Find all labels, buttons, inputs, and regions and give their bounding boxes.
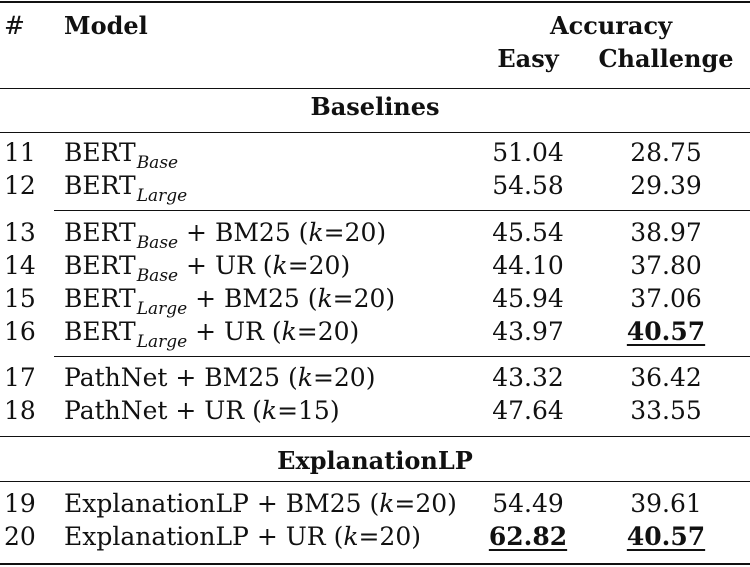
challenge-accuracy <box>596 250 736 282</box>
row-number: 20 <box>4 522 36 551</box>
k-value: =20) <box>287 251 351 280</box>
challenge-accuracy-value: 33.55 <box>630 396 702 425</box>
model-base-name: PathNet <box>64 396 168 425</box>
retriever-label: + UR ( <box>248 522 344 551</box>
easy-accuracy-value: 54.49 <box>492 489 564 518</box>
easy-accuracy-value: 51.04 <box>492 138 564 167</box>
easy-accuracy <box>488 362 568 394</box>
easy-accuracy <box>488 137 568 169</box>
challenge-accuracy-value: 38.97 <box>630 218 702 247</box>
row-number: 13 <box>4 218 36 247</box>
k-value: =20) <box>312 363 376 392</box>
easy-header: Easy <box>497 44 559 73</box>
model-name <box>64 362 375 394</box>
model-size-subscript: Large <box>136 299 188 319</box>
row-number: 16 <box>4 317 36 346</box>
challenge-accuracy <box>596 283 736 315</box>
k-symbol: k <box>379 489 395 518</box>
easy-accuracy <box>488 316 568 348</box>
easy-accuracy <box>488 488 568 520</box>
challenge-accuracy <box>596 170 736 202</box>
easy-accuracy <box>488 395 568 427</box>
accuracy-header: Accuracy <box>549 11 673 40</box>
challenge-accuracy <box>596 521 736 553</box>
retriever-label: + BM25 ( <box>178 218 309 247</box>
easy-accuracy-value: 62.82 <box>488 522 568 551</box>
hash-header: # <box>4 11 25 40</box>
challenge-accuracy-value: 37.80 <box>630 251 702 280</box>
challenge-accuracy <box>596 362 736 394</box>
header-rule <box>0 88 750 89</box>
bottom-rule <box>0 563 750 565</box>
model-base-name: BERT <box>64 171 136 200</box>
k-value: =15) <box>277 396 340 425</box>
challenge-accuracy <box>596 395 736 427</box>
model-base-name: ExplanationLP <box>64 489 249 518</box>
model-name <box>64 488 457 520</box>
k-symbol: k <box>272 251 288 280</box>
model-size-subscript: Large <box>136 186 188 206</box>
model-size-subscript: Base <box>136 153 179 173</box>
model-base-name: BERT <box>64 284 136 313</box>
challenge-accuracy-value: 36.42 <box>630 363 702 392</box>
k-symbol: k <box>317 284 333 313</box>
k-value: =20) <box>358 522 421 551</box>
challenge-accuracy-value: 40.57 <box>626 522 706 551</box>
model-size-subscript: Base <box>136 233 179 253</box>
group-rule-2 <box>54 356 750 357</box>
k-symbol: k <box>343 522 359 551</box>
k-symbol: k <box>261 396 278 425</box>
easy-accuracy-value: 45.94 <box>492 284 564 313</box>
explanationlp-rule <box>0 481 750 482</box>
challenge-accuracy-value: 28.75 <box>630 138 702 167</box>
easy-accuracy <box>488 170 568 202</box>
easy-accuracy <box>488 250 568 282</box>
model-base-name: BERT <box>64 218 136 247</box>
k-value: =20) <box>332 284 396 313</box>
retriever-label: + UR ( <box>187 317 282 346</box>
k-value: =20) <box>296 317 360 346</box>
group-rule-1 <box>54 210 750 211</box>
row-number: 12 <box>4 171 36 200</box>
top-rule <box>0 1 750 3</box>
model-base-name: BERT <box>64 138 136 167</box>
model-header: Model <box>64 11 148 40</box>
model-name <box>64 395 340 427</box>
retriever-label: + UR ( <box>178 251 273 280</box>
easy-accuracy <box>488 521 568 553</box>
model-base-name: PathNet <box>64 363 168 392</box>
challenge-accuracy-value: 40.57 <box>626 317 706 346</box>
challenge-accuracy-value: 29.39 <box>630 171 702 200</box>
challenge-header: Challenge <box>598 44 734 73</box>
model-base-name: ExplanationLP <box>64 522 249 551</box>
model-name <box>64 217 386 252</box>
challenge-accuracy <box>596 137 736 169</box>
challenge-accuracy <box>596 488 736 520</box>
retriever-label: + BM25 ( <box>248 489 380 518</box>
k-value: =20) <box>323 218 387 247</box>
row-number: 15 <box>4 284 36 313</box>
model-size-subscript: Base <box>136 266 179 286</box>
row-number: 14 <box>4 251 36 280</box>
model-name <box>64 250 350 285</box>
easy-accuracy <box>488 283 568 315</box>
easy-accuracy-value: 45.54 <box>492 218 564 247</box>
row-number: 18 <box>4 396 36 425</box>
model-name <box>64 283 395 318</box>
retriever-label: + BM25 ( <box>167 363 298 392</box>
row-number: 19 <box>4 489 36 518</box>
model-base-name: BERT <box>64 251 136 280</box>
easy-accuracy-value: 43.97 <box>492 317 564 346</box>
challenge-accuracy-value: 39.61 <box>630 489 702 518</box>
easy-accuracy-value: 47.64 <box>492 396 564 425</box>
easy-accuracy-value: 44.10 <box>492 251 564 280</box>
easy-accuracy <box>488 217 568 249</box>
k-symbol: k <box>297 363 313 392</box>
section-baselines: Baselines <box>310 92 440 121</box>
explanationlp-top-rule <box>0 436 750 437</box>
challenge-accuracy <box>596 316 736 348</box>
model-name <box>64 137 178 172</box>
challenge-accuracy-value: 37.06 <box>630 284 702 313</box>
k-value: =20) <box>394 489 457 518</box>
model-name <box>64 316 359 351</box>
k-symbol: k <box>308 218 324 247</box>
retriever-label: + BM25 ( <box>187 284 318 313</box>
k-symbol: k <box>281 317 297 346</box>
model-name <box>64 521 421 553</box>
row-number: 17 <box>4 363 36 392</box>
section-explanationlp: ExplanationLP <box>277 446 473 475</box>
model-name <box>64 170 187 205</box>
easy-accuracy-value: 43.32 <box>492 363 564 392</box>
retriever-label: + UR ( <box>167 396 262 425</box>
baselines-rule <box>0 132 750 133</box>
row-number: 11 <box>4 138 36 167</box>
challenge-accuracy <box>596 217 736 249</box>
model-base-name: BERT <box>64 317 136 346</box>
easy-accuracy-value: 54.58 <box>492 171 564 200</box>
model-size-subscript: Large <box>136 332 188 352</box>
